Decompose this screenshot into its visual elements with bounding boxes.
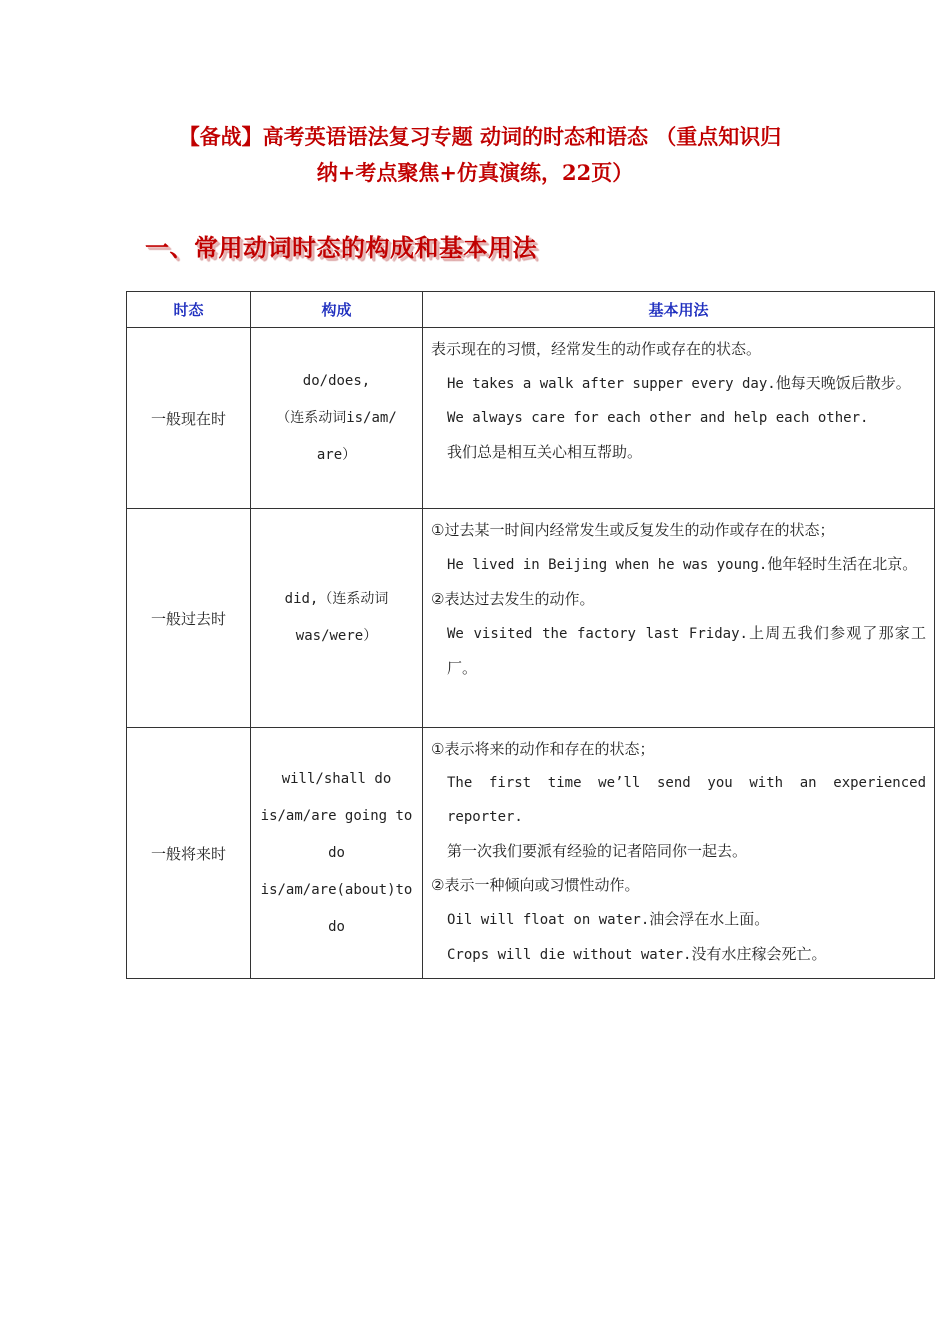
form-line: is/am/are going to <box>260 807 413 824</box>
usage-description: ①表示将来的动作和存在的状态； <box>431 740 655 758</box>
usage-description: ①过去某一时间内经常发生或反复发生的动作或存在的状态； <box>431 521 835 539</box>
form-line: is/am/are(about)to <box>260 881 413 898</box>
form-cell <box>251 328 423 509</box>
example-chinese: 上周五我们参观了那家工厂。 <box>447 624 926 677</box>
usage-example <box>431 616 926 686</box>
form-line: do <box>328 918 345 935</box>
usage-cell <box>423 728 935 979</box>
usage-example <box>431 902 926 937</box>
form-line: will/shall do <box>281 770 392 787</box>
example-english: He lived in Beijing when he was young. <box>447 557 768 573</box>
example-chinese: 他每天晚饭后散步。 <box>775 374 911 392</box>
form-line: are） <box>316 446 357 463</box>
example-english: Oil will float on water. <box>447 912 650 928</box>
form-line: did,（连系动词 <box>284 591 389 607</box>
tense-cell: 一般现在时 <box>127 328 251 509</box>
document-title-line2: 纳+考点聚焦+仿真演练，22页） <box>316 160 634 185</box>
usage-cell <box>423 328 935 509</box>
usage-example <box>431 937 926 972</box>
usage-description: ②表达过去发生的动作。 <box>431 590 595 608</box>
tense-cell: 一般将来时 <box>127 728 251 979</box>
usage-description: 表示现在的习惯，经常发生的动作或存在的状态。 <box>431 340 762 358</box>
table-row <box>127 728 935 979</box>
header-usage: 基本用法 <box>423 292 935 328</box>
header-form: 构成 <box>251 292 423 328</box>
usage-example <box>431 547 926 582</box>
usage-description: ②表示一种倾向或习惯性动作。 <box>431 876 640 894</box>
usage-example <box>431 366 926 401</box>
form-line: was/were） <box>295 628 378 644</box>
form-line: （连系动词is/am/ <box>276 409 397 426</box>
usage-example: We always care for each other and help each other. <box>447 410 869 426</box>
form-cell <box>251 728 423 979</box>
table-row <box>127 509 935 728</box>
example-chinese: 油会浮在水上面。 <box>649 910 770 928</box>
header-tense: 时态 <box>127 292 251 328</box>
form-line: do/does, <box>302 372 371 389</box>
table-header-row <box>127 292 935 328</box>
usage-example: The first time we’ll send you with an experienced reporter. <box>447 775 926 825</box>
section-heading: 一、常用动词时态的构成和基本用法 <box>145 233 537 262</box>
example-chinese: 第一次我们要派有经验的记者陪同你一起去。 <box>447 842 748 860</box>
example-english: Crops will die without water. <box>447 947 692 963</box>
example-chinese: 他年轻时生活在北京。 <box>767 555 918 573</box>
example-chinese: 我们总是相互关心相互帮助。 <box>447 443 643 461</box>
tense-cell: 一般过去时 <box>127 509 251 728</box>
table-row <box>127 328 935 509</box>
form-cell <box>251 509 423 728</box>
usage-cell <box>423 509 935 728</box>
example-chinese: 没有水庄稼会死亡。 <box>691 945 827 963</box>
tense-table <box>126 291 935 979</box>
example-english: We visited the factory last Friday. <box>447 626 748 642</box>
document-title-line1: 【备战】高考英语语法复习专题 动词的时态和语态 （重点知识归 <box>178 124 782 149</box>
form-line: do <box>328 844 345 861</box>
example-english: He takes a walk after supper every day. <box>447 376 776 392</box>
